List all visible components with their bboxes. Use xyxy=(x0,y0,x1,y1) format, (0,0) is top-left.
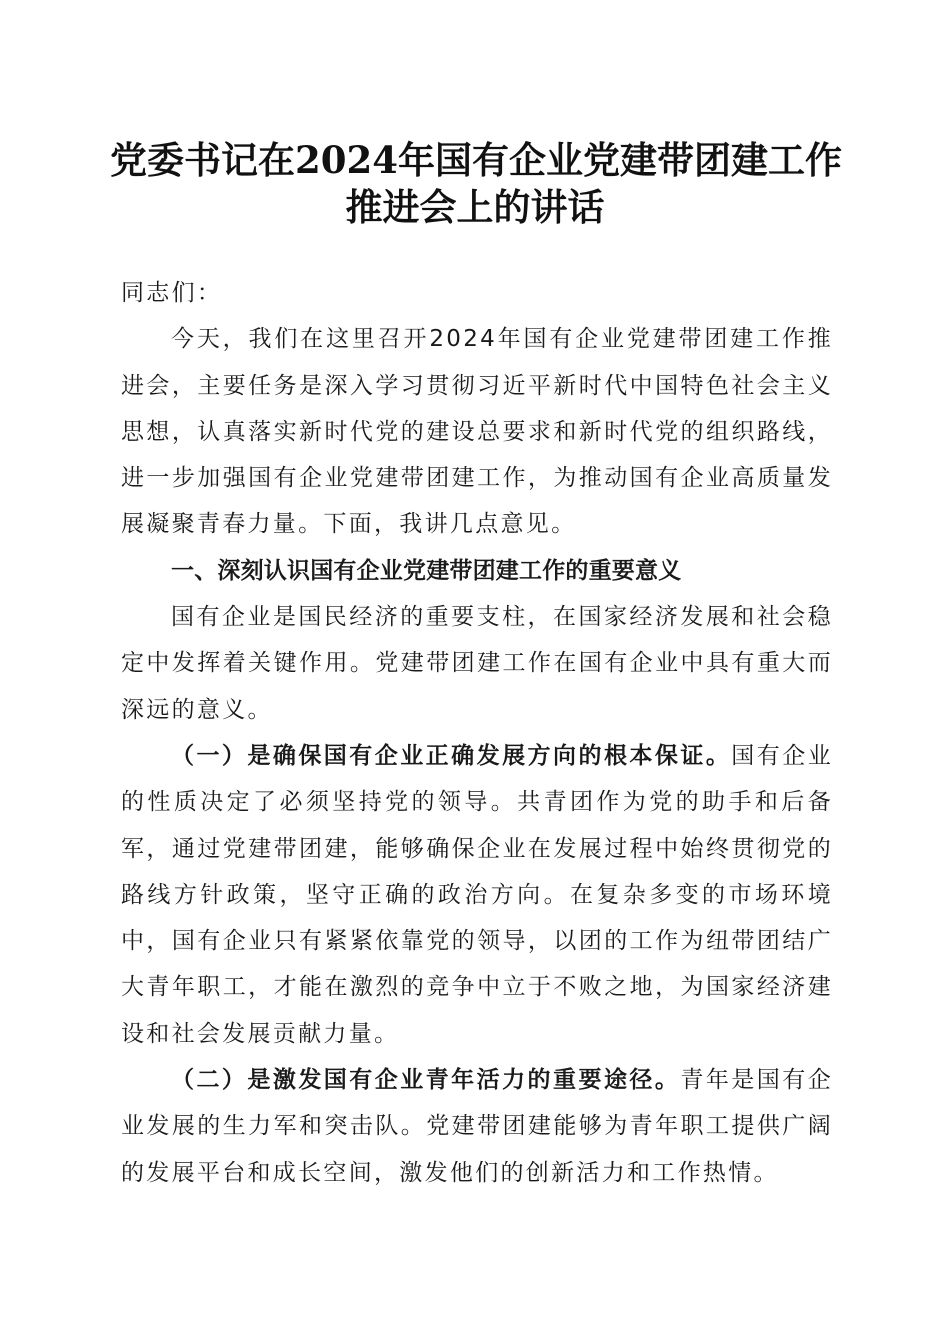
point-1-paragraph xyxy=(121,733,833,1057)
point-1-text: 国有企业的性质决定了必须坚持党的领导。共青团作为党的助手和后备军，通过党建带团建，能够确保企业在发展过程中始终贯彻党的路线方针政策，坚守正确的政治方向。在复杂多变的市场环境中，国有企业只有紧紧依靠党的领导，以团的工作为纽带团结广大青年职工，才能在激烈的竞争中立于不败之地，为国家经济建设和社会发展贡献力量。 xyxy=(121,742,833,1047)
section-1-heading: 一、深刻认识国有企业党建带团建工作的重要意义 xyxy=(171,557,682,584)
point-1-lead: （一）是确保国有企业正确发展方向的根本保证。 xyxy=(171,742,732,769)
section-1-intro-paragraph: 国有企业是国民经济的重要支柱，在国家经济发展和社会稳定中发挥着关键作用。党建带团建工作在国有企业中具有重大而深远的意义。 xyxy=(121,604,833,723)
document-title-line-2: 推进会上的讲话 xyxy=(345,185,605,229)
point-2-paragraph xyxy=(121,1057,833,1196)
salutation: 同志们： xyxy=(121,280,223,306)
intro-paragraph: 今天，我们在这里召开2024年国有企业党建带团建工作推进会，主要任务是深入学习贯彻习近平新时代中国特色社会主义思想，认真落实新时代党的建设总要求和新时代党的组织路线，进一步加强国有企业党建带团建工作，为推动国有企业高质量发展凝聚青春力量。下面，我讲几点意见。 xyxy=(121,326,833,538)
document-body xyxy=(121,270,833,1196)
point-2-lead: （二）是激发国有企业青年活力的重要途径。 xyxy=(171,1067,681,1094)
point-2-text: 青年是国有企业发展的生力军和突击队。党建带团建能够为青年职工提供广阔的发展平台和成长空间，激发他们的创新活力和工作热情。 xyxy=(121,1067,833,1186)
document-title-line-1: 党委书记在2024年国有企业党建带团建工作 xyxy=(110,138,842,182)
